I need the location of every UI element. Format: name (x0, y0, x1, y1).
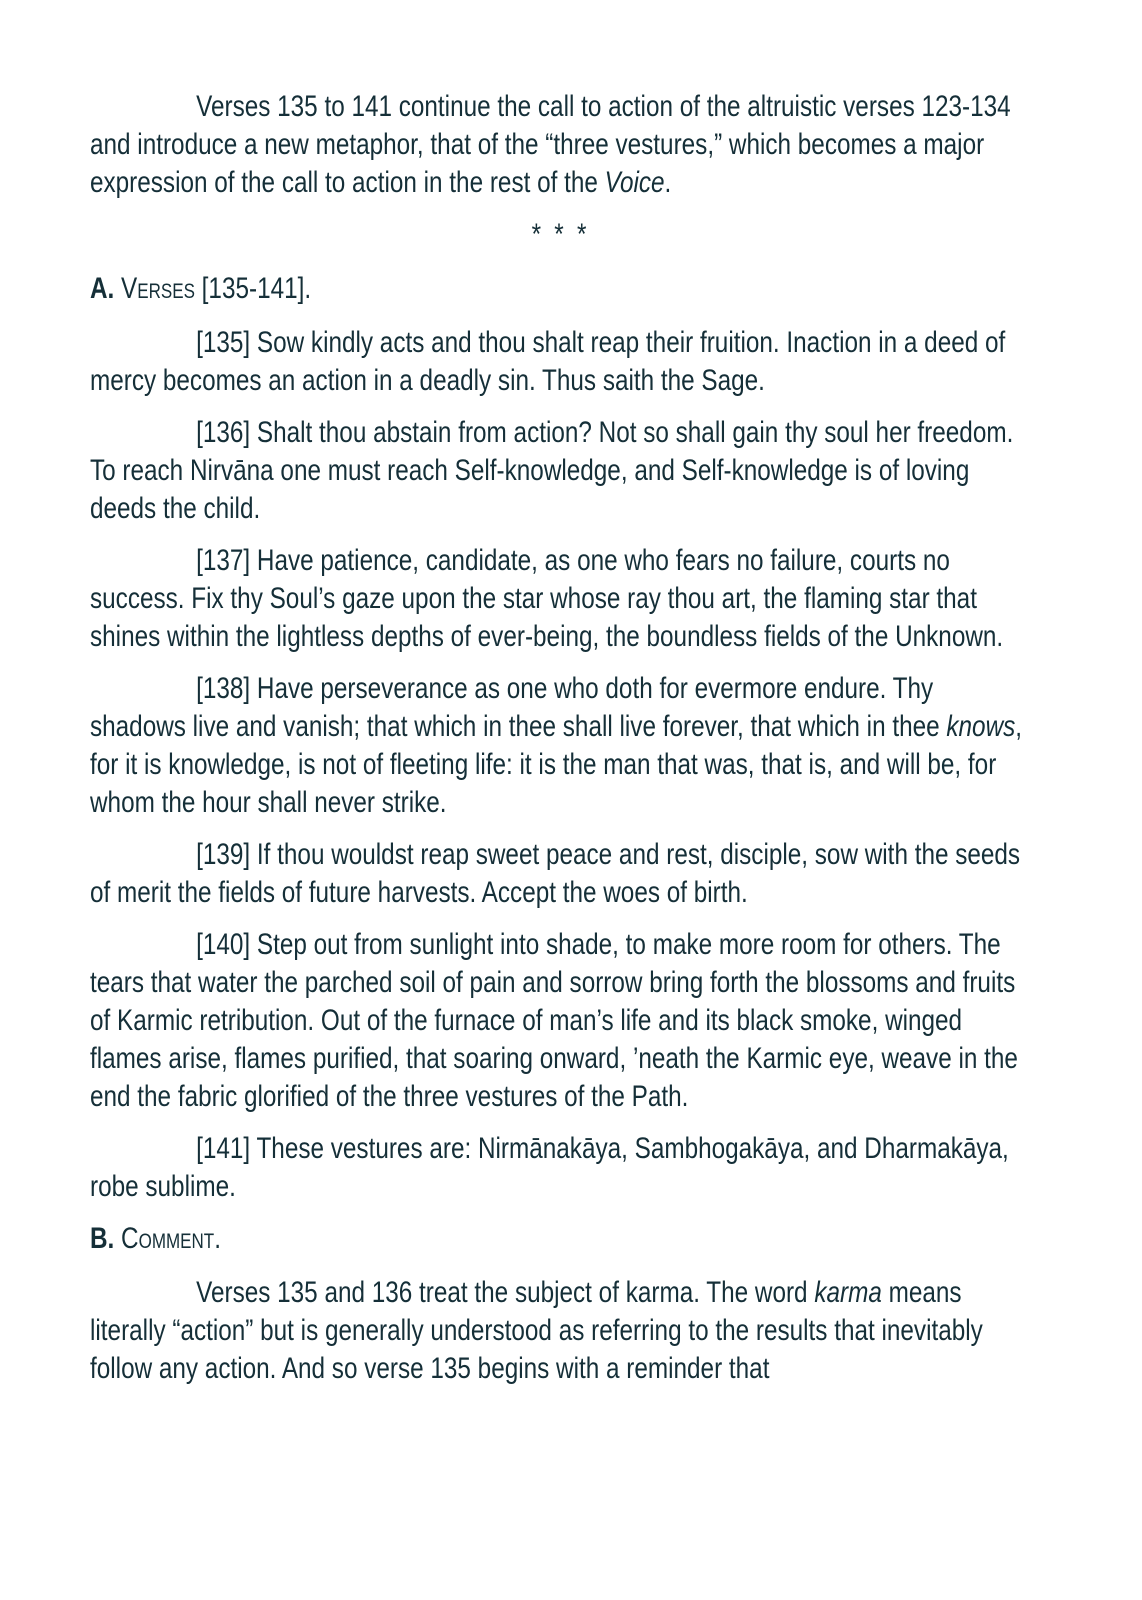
text-run: , for it is knowledge, is not of fleeting life: it is the man that was, that is, and will be, for whom the hour shall never strike. (90, 710, 1023, 819)
heading-smallcaps: Verses (121, 272, 195, 305)
section-heading-comment (90, 1220, 1031, 1258)
section-separator: * * * (531, 218, 590, 251)
text-run: [137] Have patience, candidate, as one who fears no failure, courts no success. Fix thy Soul’s gaze upon the star whose ray thou art, the flaming star that shines within the lightless depths of ever-being, the boundless fields of the Unknown. (90, 544, 1004, 653)
verse-135 (90, 324, 1031, 400)
heading-rest: [135-141]. (194, 272, 312, 305)
text-run: Verses 135 and 136 treat the subject of karma. The word (196, 1276, 815, 1309)
verse-141 (90, 1130, 1031, 1206)
italic-run: karma (814, 1276, 882, 1309)
text-run: means literally “action” but is generally understood as referring to the results that inevitably follow any action. And so verse 135 begins with a reminder that (90, 1276, 983, 1385)
text-run: [141] These vestures are: Nirmānakāya, Sambhogakāya, and Dharmakāya, robe sublime. (90, 1132, 1009, 1203)
text-run: [138] Have perseverance as one who doth for evermore endure. Thy shadows live and vanish; that which in thee shall live forever, that which in thee (90, 672, 947, 743)
heading-smallcaps: Comment (121, 1222, 215, 1255)
verse-137 (90, 542, 1031, 656)
text-run: Verses 135 to 141 continue the call to action of the altruistic verses 123-134 and introduce a new metaphor, that of the “three vestures,” which becomes a major expression of the call to action in the rest of the (90, 90, 1011, 199)
document-content (90, 88, 1031, 1402)
verse-140 (90, 926, 1031, 1116)
text-run: [139] If thou wouldst reap sweet peace and rest, disciple, sow with the seeds of merit the fields of future harvests. Accept the woes of birth. (90, 838, 1021, 909)
text-run: [135] Sow kindly acts and thou shalt reap their fruition. Inaction in a deed of mercy becomes an action in a deadly sin. Thus saith the Sage. (90, 326, 1006, 397)
text-run: [136] Shalt thou abstain from action? Not so shall gain thy soul her freedom. To reach Nirvāna one must reach Self-knowledge, and Self-knowledge is of loving deeds the child. (90, 416, 1014, 525)
verse-136 (90, 414, 1031, 528)
text-run: . (664, 166, 672, 199)
section-heading-verses (90, 270, 1031, 308)
intro-paragraph (90, 88, 1031, 202)
verse-138 (90, 670, 1031, 822)
heading-rest: . (214, 1222, 221, 1255)
heading-letter: B. (90, 1222, 122, 1255)
comment-paragraph (90, 1274, 1031, 1388)
heading-letter: A. (90, 272, 122, 305)
text-run: [140] Step out from sunlight into shade, to make more room for others. The tears that water the parched soil of pain and sorrow bring forth the blossoms and fruits of Karmic retribution. Out of the furnace of man’s life and its black smoke, winged flames arise, flames purified, that soaring onward, ’neath the Karmic eye, weave in the end the fabric glorified of the three vestures of the Path. (90, 928, 1018, 1113)
italic-run: knows (946, 710, 1016, 743)
italic-run: Voice (604, 166, 665, 199)
verse-139 (90, 836, 1031, 912)
